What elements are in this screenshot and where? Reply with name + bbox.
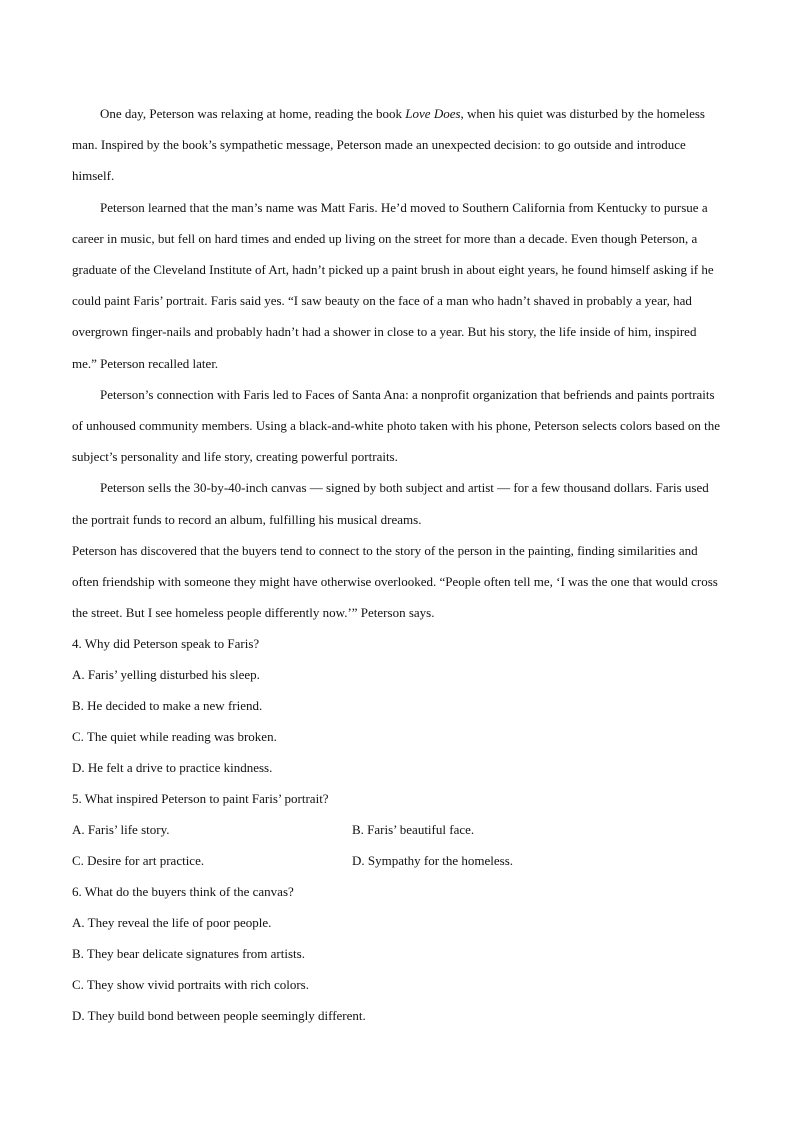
p1-before: One day, Peterson was relaxing at home, reading the book (100, 106, 406, 121)
question-5-option-d: D. Sympathy for the homeless. (352, 853, 514, 869)
p1-after: , when his quiet was disturbed by the homeless man. Inspired by the book’s sympathetic message, Peterson made an unexpected decision: to go outside and introduce himself. (72, 106, 705, 184)
question-6-option-d: D. They build bond between people seemingly different. (72, 1008, 366, 1024)
question-6-option-b: B. They bear delicate signatures from artists. (72, 946, 305, 962)
question-6-option-a: A. They reveal the life of poor people. (72, 915, 272, 931)
exam-content (72, 98, 724, 1031)
passage-paragraph-4: Peterson sells the 30-by-40-inch canvas — signed by both subject and artist — for a few thousand dollars. Faris used the portrait funds to record an album, fulfilling his musical dreams. (72, 480, 709, 527)
question-4-stem: 4. Why did Peterson speak to Faris? (72, 636, 260, 652)
question-5-stem: 5. What inspired Peterson to paint Faris’ portrait? (72, 791, 329, 807)
question-5-options-row-1 (72, 814, 724, 845)
question-5-option-a: A. Faris’ life story. (72, 822, 170, 838)
question-4-option-d: D. He felt a drive to practice kindness. (72, 760, 273, 776)
question-5-option-c: C. Desire for art practice. (72, 853, 205, 869)
question-4-option-a: A. Faris’ yelling disturbed his sleep. (72, 667, 260, 683)
question-5-option-b: B. Faris’ beautiful face. (352, 822, 475, 838)
question-4-option-c: C. The quiet while reading was broken. (72, 729, 277, 745)
question-6-stem: 6. What do the buyers think of the canvas? (72, 884, 294, 900)
question-6-option-c: C. They show vivid portraits with rich colors. (72, 977, 309, 993)
book-title: Love Does (405, 106, 461, 121)
passage-paragraph-1 (72, 98, 724, 192)
passage-paragraph-3: Peterson’s connection with Faris led to Faces of Santa Ana: a nonprofit organization that befriends and paints portraits of unhoused community members. Using a black-and-white photo taken with his phone, Peterson selects colors based on the subject’s personality and life story, creating powerful portraits. (72, 386, 721, 465)
question-4-option-b: B. He decided to make a new friend. (72, 698, 263, 714)
passage-paragraph-5: Peterson has discovered that the buyers tend to connect to the story of the person in the painting, finding similarities and often friendship with someone they might have otherwise overlooked. “People often tell me, ‘I was the one that would cross the street. But I see homeless people differently now.’” Peterson says. (72, 542, 718, 621)
question-5-options-row-2 (72, 845, 724, 876)
passage-paragraph-2: Peterson learned that the man’s name was Matt Faris. He’d moved to Southern California from Kentucky to pursue a career in music, but fell on hard times and ended up living on the street for more than a decade. Even though Peterson, a graduate of the Cleveland Institute of Art, hadn’t picked up a paint brush in about eight years, he found himself asking if he could paint Faris’ portrait. Faris said yes. “I saw beauty on the face of a man who hadn’t shaved in probably a year, had overgrown finger-nails and probably hadn’t had a shower in close to a year. But his story, the life inside of him, inspired me.” Peterson recalled later. (72, 199, 714, 371)
